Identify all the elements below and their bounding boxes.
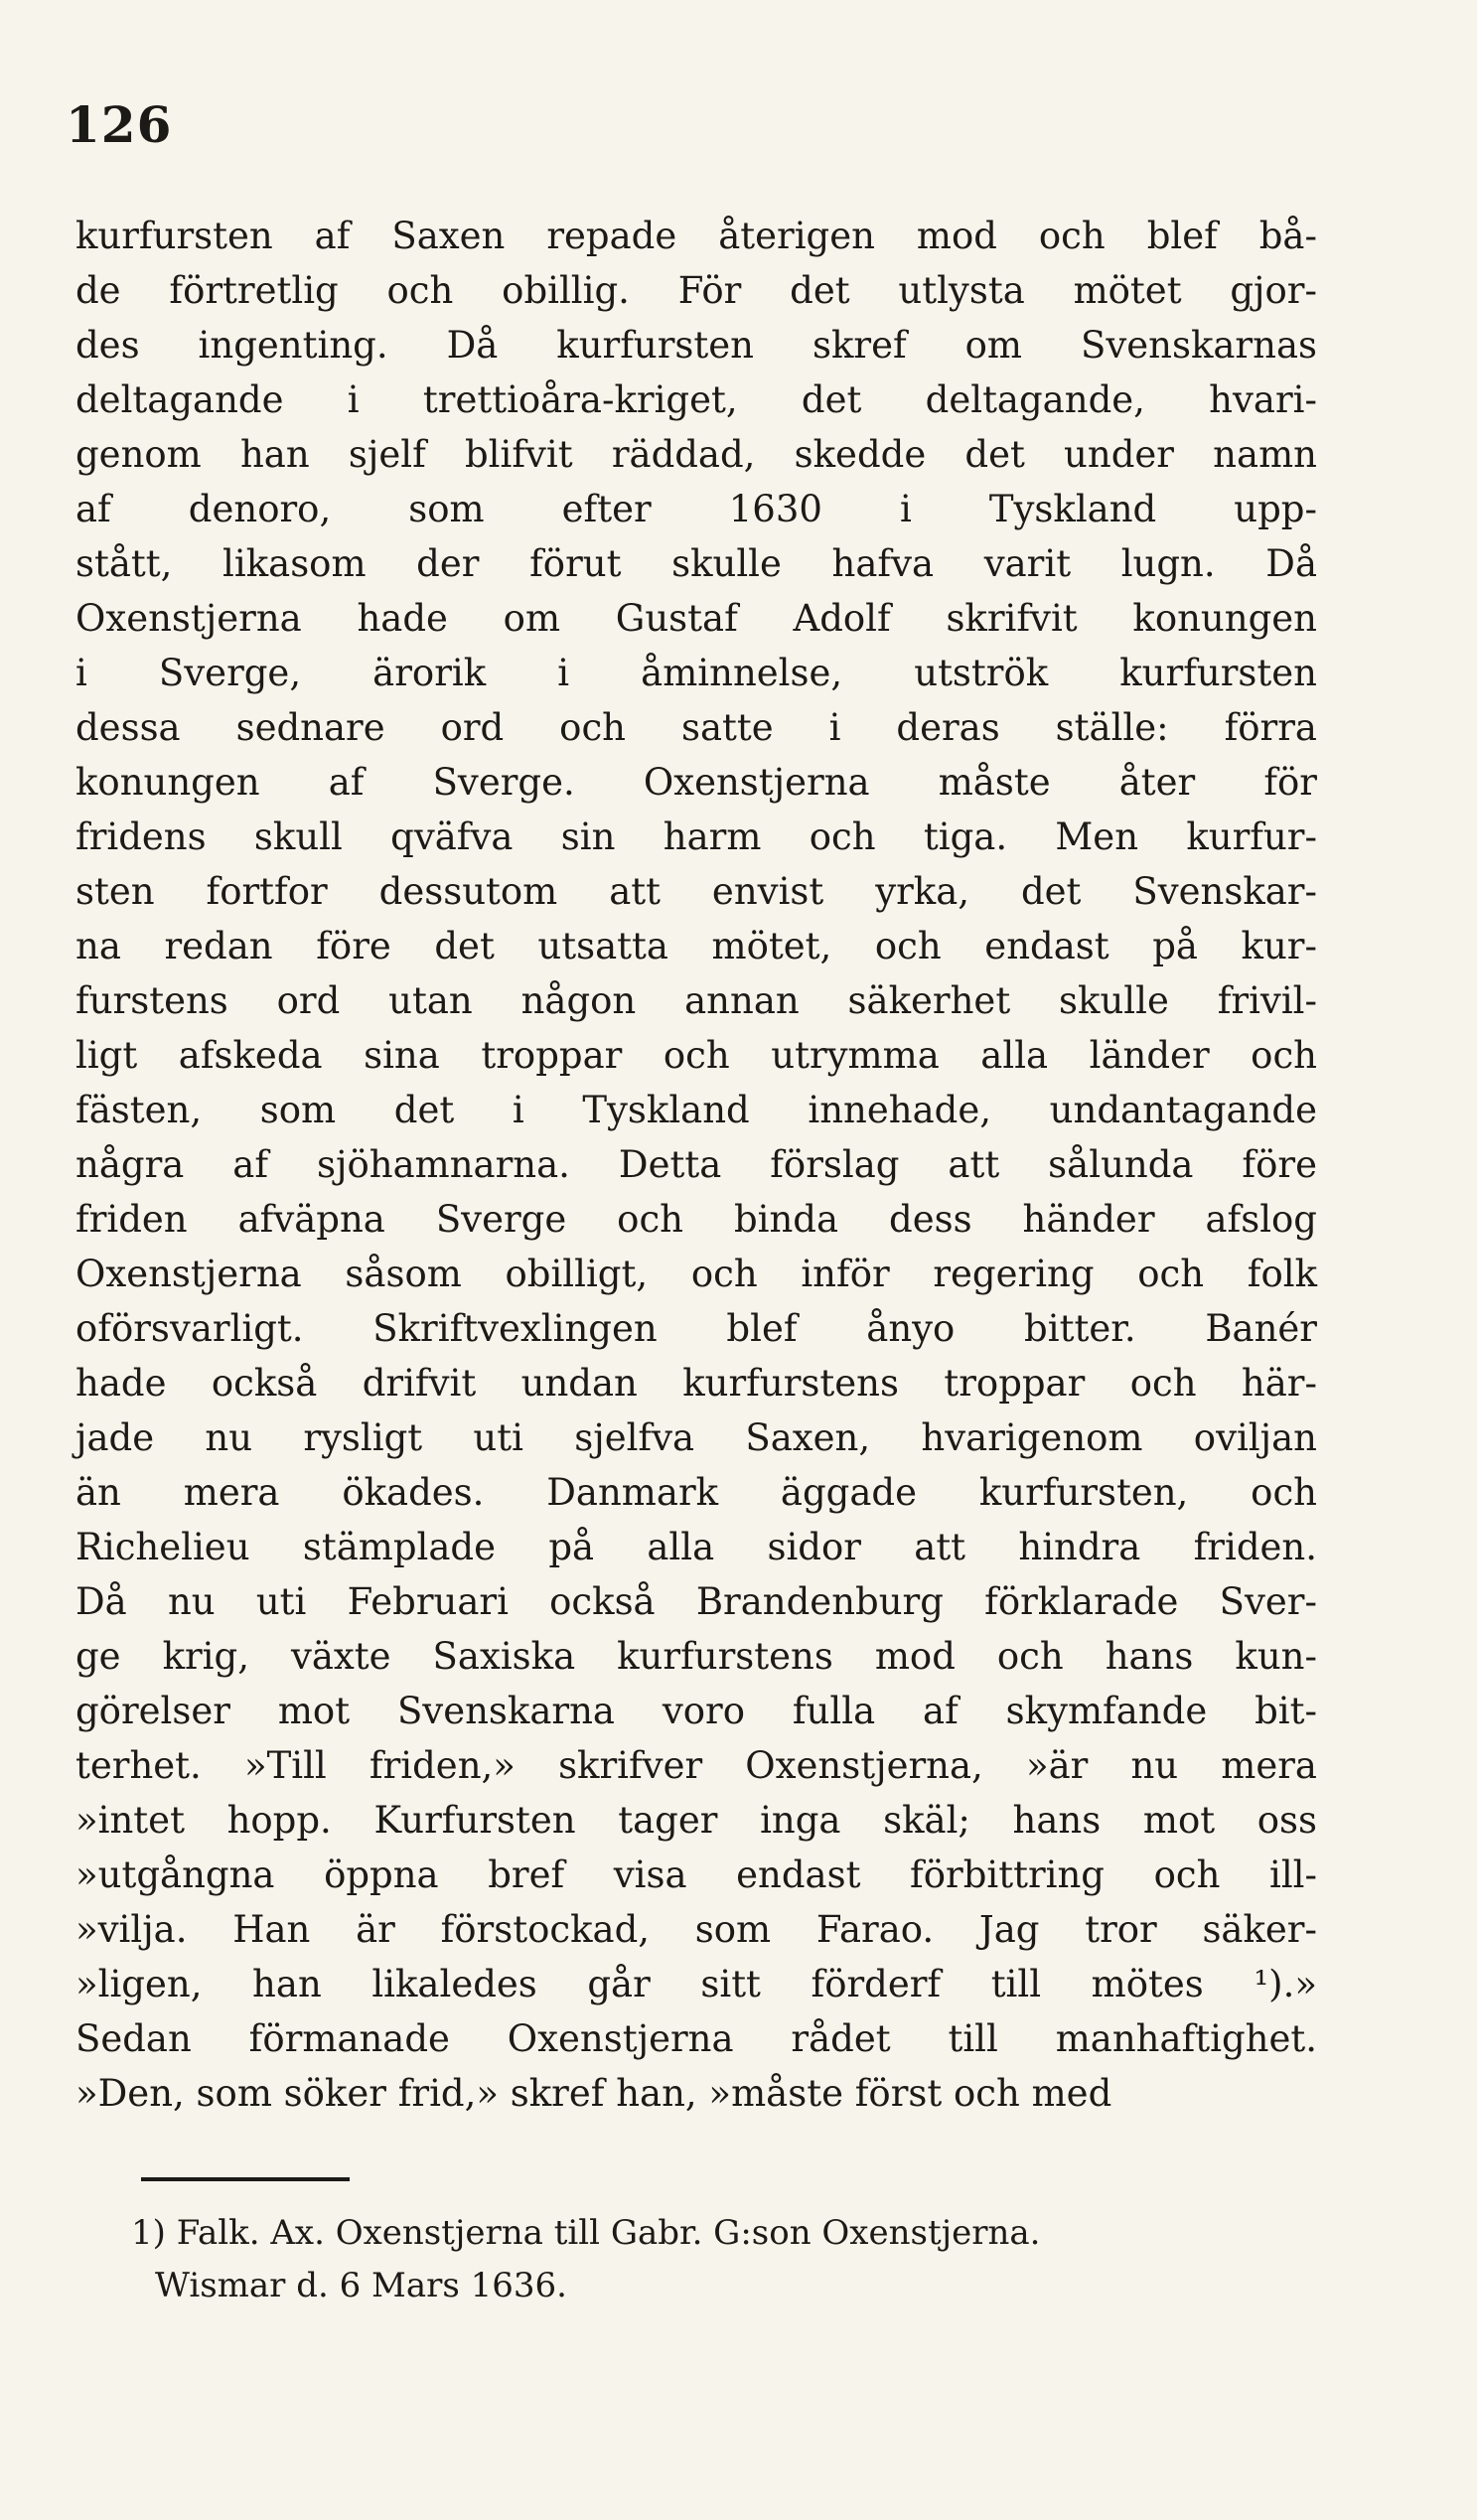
text-line: furstens ord utan någon annan säkerhet skulle frivil- — [75, 979, 1317, 1022]
text-line: terhet. »Till friden,» skrifver Oxenstjerna, »är nu mera — [75, 1744, 1317, 1787]
text-line: oförsvarligt. Skriftvexlingen blef ånyo bitter. Banér — [75, 1307, 1317, 1350]
footnote-separator — [141, 2177, 350, 2181]
text-line: na redan före det utsatta mötet, och endast på kur- — [75, 925, 1317, 967]
footnote — [131, 2207, 1323, 2312]
body-text — [75, 209, 1317, 2121]
text-line: friden afväpna Sverge och binda dess händer afslog — [75, 1198, 1317, 1241]
text-line: »Den, som söker frid,» skref han, »måste först och med — [75, 2072, 1112, 2115]
text-line: konungen af Sverge. Oxenstjerna måste åter för — [75, 761, 1317, 804]
text-line: jade nu rysligt uti sjelfva Saxen, hvarigenom oviljan — [75, 1416, 1317, 1459]
text-line: några af sjöhamnarna. Detta förslag att sålunda före — [75, 1143, 1317, 1186]
footnote-line: 1) Falk. Ax. Oxenstjerna till Gabr. G:son Oxenstjerna. — [131, 2213, 1041, 2253]
text-line: des ingenting. Då kurfursten skref om Svenskarnas — [75, 324, 1317, 367]
text-line: ge krig, växte Saxiska kurfurstens mod och hans kun- — [75, 1635, 1317, 1678]
text-line: af denoro, som efter 1630 i Tyskland upp- — [75, 488, 1317, 530]
page-number: 126 — [66, 95, 173, 154]
text-line: hade också drifvit undan kurfurstens troppar och här- — [75, 1362, 1317, 1405]
text-line: än mera ökades. Danmark äggade kurfursten, och — [75, 1471, 1317, 1514]
text-line: sten fortfor dessutom att envist yrka, det Svenskar- — [75, 870, 1317, 913]
text-line: Richelieu stämplade på alla sidor att hindra friden. — [75, 1526, 1317, 1568]
text-line: Då nu uti Februari också Brandenburg förklarade Sver- — [75, 1580, 1317, 1623]
text-line: »utgångna öppna bref visa endast förbittring och ill- — [75, 1853, 1317, 1896]
footnote-line: Wismar d. 6 Mars 1636. — [155, 2266, 567, 2305]
text-line: genom han sjelf blifvit räddad, skedde det under namn — [75, 433, 1317, 476]
text-line: »vilja. Han är förstockad, som Farao. Jag tror säker- — [75, 1908, 1317, 1951]
text-line: Oxenstjerna såsom obilligt, och inför regering och folk — [75, 1253, 1317, 1295]
text-line: i Sverge, ärorik i åminnelse, utströk kurfursten — [75, 652, 1317, 694]
text-line: »intet hopp. Kurfursten tager inga skäl; hans mot oss — [75, 1799, 1317, 1842]
text-line: Sedan förmanade Oxenstjerna rådet till manhaftighet. — [75, 2017, 1317, 2060]
text-line: ligt afskeda sina troppar och utrymma alla länder och — [75, 1034, 1317, 1077]
text-line: fästen, som det i Tyskland innehade, undantagande — [75, 1089, 1317, 1131]
text-line: stått, likasom der förut skulle hafva varit lugn. Då — [75, 542, 1317, 585]
text-line: de förtretlig och obillig. För det utlysta mötet gjor- — [75, 269, 1317, 312]
text-line: kurfursten af Saxen repade återigen mod och blef bå- — [75, 215, 1317, 257]
text-line: deltagande i trettioåra-kriget, det deltagande, hvari- — [75, 378, 1317, 421]
text-line: görelser mot Svenskarna voro fulla af skymfande bit- — [75, 1690, 1317, 1732]
text-line: Oxenstjerna hade om Gustaf Adolf skrifvit konungen — [75, 597, 1317, 640]
text-line: »ligen, han likaledes går sitt förderf till mötes ¹).» — [75, 1963, 1317, 2005]
text-line: fridens skull qväfva sin harm och tiga. Men kurfur- — [75, 815, 1317, 858]
text-line: dessa sednare ord och satte i deras ställe: förra — [75, 706, 1317, 749]
